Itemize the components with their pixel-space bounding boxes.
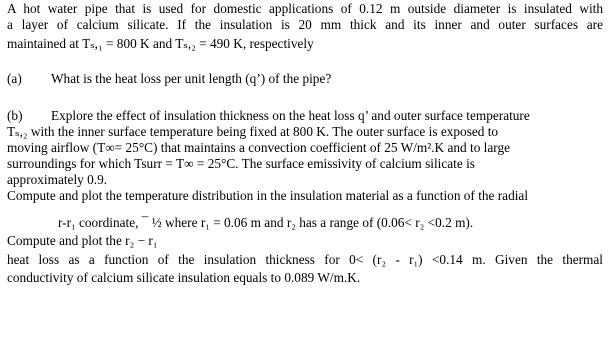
intro-line-1: A hot water pipe that is used for domestic applications of 0.12 m outside diameter is insulated with	[7, 1, 603, 16]
part-a-text: What is the heat loss per unit length (q’) of the pipe?	[51, 71, 332, 86]
part-b-label: (b)	[7, 108, 23, 123]
part-a-question	[7, 71, 331, 87]
part-b-text-1: Explore the effect of insulation thickness on the heat loss q’ and outer surface temperature	[51, 108, 530, 123]
part-b-line-2: Tₛ,₂ with the inner surface temperature being fixed at 800 K. The outer surface is exposed to	[7, 124, 499, 139]
part-b-line-1	[7, 108, 530, 124]
part-a-label: (a)	[7, 71, 22, 86]
intro-line-2: a layer of calcium silicate. If the insulation is 20 mm thick and its inner and outer surfaces are	[7, 17, 603, 32]
intro-line-3: maintained at Tₛ,₁ = 800 K and Tₛ,₂ = 490 K, respectively	[7, 36, 314, 51]
part-b-line-7: r-r₁ coordinate, ¯ ½ where r₁ = 0.06 m and r₂ has a range of (0.06< r₂ <0.2 m).	[58, 215, 474, 230]
part-b-line-10: conductivity of calcium silicate insulation equals to 0.089 W/m.K.	[7, 270, 361, 285]
part-b-line-9: heat loss as a function of the insulation thickness for 0< (r₂ - r₁) <0.14 m. Given the thermal	[7, 252, 603, 267]
part-b-line-8: Compute and plot the r₂ − r₁	[7, 233, 158, 248]
part-b-line-6: Compute and plot the temperature distribution in the insulation material as a function of the radial	[7, 188, 529, 203]
part-b-line-3: moving airflow (T∞= 25°C) that maintains a convection coefficient of 25 W/m².K and to large	[7, 140, 510, 155]
part-b-line-5: approximately 0.9.	[7, 172, 108, 187]
part-b-line-4: surroundings for which Tsurr = T∞ = 25°C. The surface emissivity of calcium silicate is	[7, 156, 475, 171]
